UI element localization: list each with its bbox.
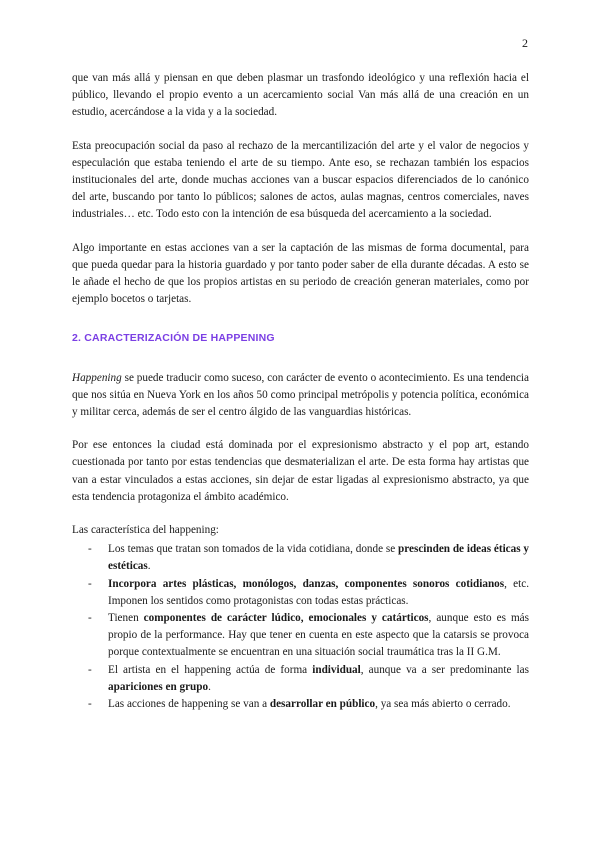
paragraph-5: Por ese entonces la ciudad está dominada por el expresionismo abstracto y el pop art, estando cuestionada por tanto por estas tendencias que desmaterializan el arte. De esta forma hay artistas que van a estar vinculados a estas acciones, sin dejar de estar ligadas al expresionismo abstracto, ya que esta tendencia protagoniza el ámbito académico. bbox=[72, 439, 529, 503]
emphasis: Incorpora artes plásticas, monólogos, danzas, componentes sonoros cotidianos bbox=[108, 577, 505, 590]
emphasis: componentes de carácter lúdico, emocionales y catárticos bbox=[143, 612, 429, 625]
emphasis: apariciones en grupo bbox=[108, 680, 209, 693]
bullet-dash: - bbox=[88, 663, 92, 676]
section-heading: 2. CARACTERIZACIÓN DE HAPPENING bbox=[72, 332, 275, 345]
page-number: 2 bbox=[522, 36, 528, 50]
happening-term: Happening bbox=[72, 371, 122, 384]
emphasis: desarrollar en público bbox=[269, 698, 376, 711]
list-item: - Tienen componentes de carácter lúdico, emocionales y catárticos, aunque esto es más propio de la performance. Hay que tener en cuenta en este aspecto que la catarsis se provoca porque contextualmente se encuentran en una situación social traumática tras la II G.M. bbox=[88, 612, 529, 659]
bullet-dash: - bbox=[88, 543, 92, 556]
list-item: - El artista en el happening actúa de forma individual, aunque va a ser predominante las apariciones en grupo. bbox=[88, 663, 529, 693]
document-body bbox=[72, 70, 529, 713]
paragraph-4-text: se puede traducir como suceso, con carácter de evento o acontecimiento. Es una tendencia que nos sitúa en Nueva York en los años 50 como principal metrópolis y potencia política, económica y militar cerca, además de ser el centro álgido de las vanguardias históricas. bbox=[72, 371, 529, 419]
paragraph-3: Algo importante en estas acciones van a ser la captación de las mismas de forma documental, para que pueda quedar para la historia guardado y por tanto poder saber de ella durante décadas. A esto se le añade el hecho de que los propios artistas en su periodo de creación generan materiales, como por ejemplo bocetos o tarjetas. bbox=[72, 241, 529, 306]
characteristics-list bbox=[72, 541, 529, 713]
bullet-dash: - bbox=[88, 577, 92, 590]
paragraph-2: Esta preocupación social da paso al rechazo de la mercantilización del arte y el valor de negocios y especulación que estaba teniendo el arte de su tiempo. Ante eso, se rechazan también los espacios institucionales del arte, donde muchas acciones van a buscar espacios diferenciados de lo canónico del arte, buscando por tanto lo públicos; salones de actos, aulas magnas, centros comerciales, naves industriales… etc. Todo esto con la intención de esa búsqueda del acercamiento a la sociedad. bbox=[72, 139, 529, 221]
bullet-dash: - bbox=[88, 612, 92, 625]
paragraph-4 bbox=[72, 370, 529, 422]
list-item: - Incorpora artes plásticas, monólogos, danzas, componentes sonoros cotidianos, etc. Imponen los sentidos como protagonistas con todas estas prácticas. bbox=[88, 577, 530, 607]
list-intro: Las característica del happening: bbox=[72, 524, 219, 537]
list-item: - Las acciones de happening se van a desarrollar en público, ya sea más abierto o cerrado. bbox=[72, 696, 529, 713]
paragraph-1: que van más allá y piensan en que deben plasmar un trasfondo ideológico y una reflexión hacia el público, llevando el propio evento a un acercamiento social Van más allá de una creación en un estudio, acercándose a la vida y a la sociedad. bbox=[72, 72, 529, 119]
bullet-dash: - bbox=[88, 698, 92, 711]
emphasis: individual bbox=[312, 663, 361, 676]
list-item: - Los temas que tratan son tomados de la vida cotidiana, donde se prescinden de ideas éticas y estéticas. bbox=[88, 543, 529, 573]
emphasis: prescinden de ideas éticas y estéticas bbox=[108, 543, 529, 573]
